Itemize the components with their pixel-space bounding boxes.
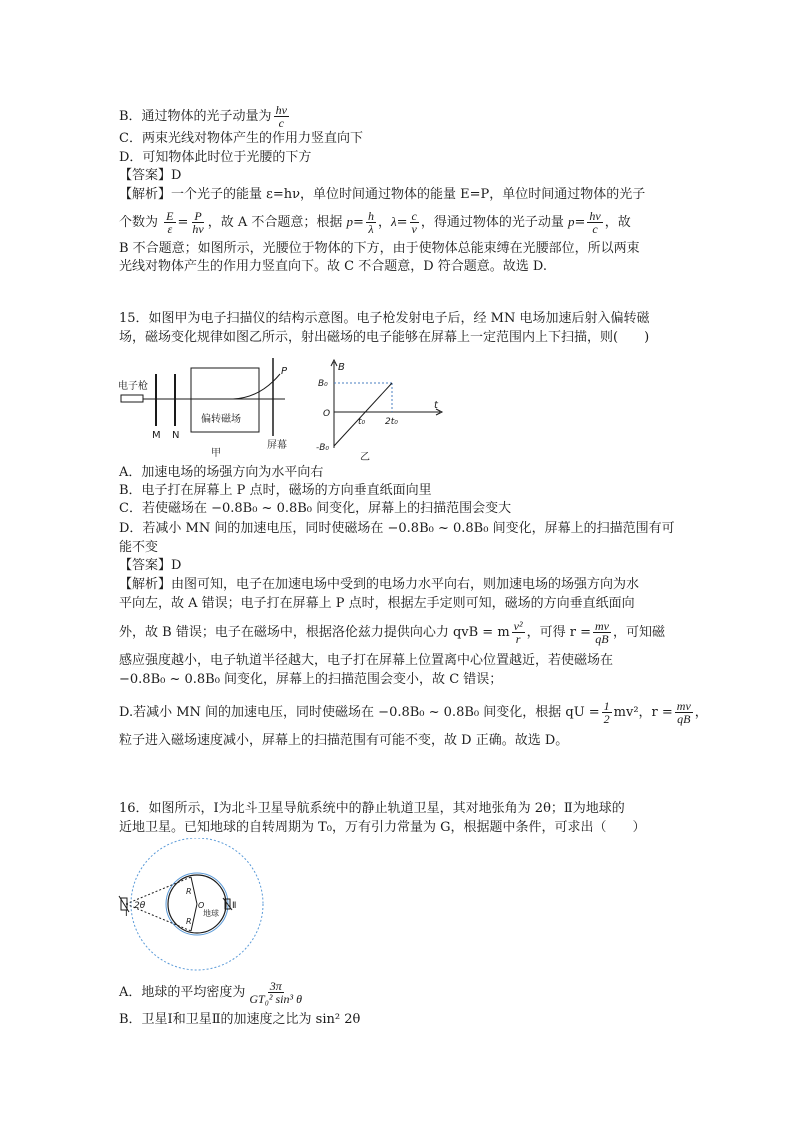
svg-text:2θ: 2θ (134, 901, 146, 911)
fraction: $\frac{h\nu}{c}$ (275, 103, 287, 130)
q15-stem-2: 场，磁场变化规律如图乙所示，射出磁场的电子能够在屏幕上一定范围内上下扫描，则( ) (119, 330, 650, 345)
svg-text:乙: 乙 (360, 452, 370, 463)
q15-answer: 【答案】D (119, 558, 182, 573)
svg-text:地球: 地球 (203, 909, 219, 918)
svg-text:t₀: t₀ (358, 417, 366, 427)
q15-analysis-1: 【解析】由图可知，电子在加速电场中受到的电场力水平向右，则加速电场的场强方向为水 (119, 577, 640, 592)
svg-text:偏转磁场: 偏转磁场 (201, 414, 241, 425)
svg-text:Ⅱ: Ⅱ (232, 901, 237, 911)
figure-b-t-graph (312, 358, 452, 463)
q14-option-d: D．可知物体此时位于光腰的下方 (119, 150, 312, 165)
q14-analysis-4: 光线对物体产生的作用力竖直向下。故 C 不合题意，D 符合题意。故选 D. (119, 259, 547, 274)
electron-gun (121, 395, 143, 402)
svg-text:R: R (186, 917, 192, 926)
q15-option-d-2: 能不变 (119, 540, 159, 555)
svg-text:2t₀: 2t₀ (385, 417, 398, 427)
q14-analysis-3: B 不合题意；如图所示，光腰位于物体的下方，由于使物体总能束缚在光腰部位，所以两束 (119, 241, 640, 256)
svg-text:R: R (186, 887, 192, 896)
svg-text:M: M (152, 430, 161, 441)
q15-option-b: B．电子打在屏幕上 P 点时，磁场的方向垂直纸面向里 (119, 483, 432, 498)
svg-text:-B₀: -B₀ (316, 443, 330, 453)
q15-option-a: A．加速电场的场强方向为水平向右 (119, 465, 324, 480)
svg-text:N: N (172, 430, 180, 441)
q14-analysis-2: 个数为 $\frac{E}{\varepsilon}$ = $\frac{P}{h\nu}$ ，故 A 不合题意；根据 p= $\frac{h}{\lambda}$ ，λ= $\frac{c}{\nu}$ ，得通过物体的光子动量 p= $\frac{h\nu}{c}$ ，故 (119, 209, 631, 236)
svg-text:B: B (338, 362, 345, 373)
svg-text:P: P (281, 366, 288, 377)
svg-text:甲: 甲 (211, 448, 221, 459)
svg-text:屏幕: 屏幕 (267, 440, 287, 451)
q15-analysis-2: 平向左，故 A 错误；电子打在屏幕上 P 点时，根据左手定则可知，磁场的方向垂直纸面向 (119, 596, 635, 611)
svg-text:t: t (434, 400, 438, 411)
label-electron-gun: 电子枪 (118, 381, 148, 392)
q15-analysis-5: −0.8B₀ ~ 0.8B₀ 间变化，屏幕上的扫描范围会变小，故 C 错误； (119, 672, 503, 687)
q14-option-c: C．两束光线对物体产生的作用力竖直向下 (119, 131, 363, 146)
q15-analysis-4: 感应强度越小，电子轨道半径越大，电子打在屏幕上位置离中心位置越近，若使磁场在 (119, 653, 614, 668)
svg-text:O: O (323, 409, 331, 419)
figure-satellites (112, 838, 272, 973)
q16-option-b: B．卫星Ⅰ和卫星Ⅱ的加速度之比为 sin² 2θ (119, 1012, 361, 1027)
svg-text:O: O (198, 901, 205, 910)
svg-text:Ⅰ: Ⅰ (125, 909, 128, 919)
q14-analysis-1: 【解析】一个光子的能量 ε=hν，单位时间通过物体的能量 E=P，单位时间通过物体的光子 (119, 187, 646, 202)
q16-stem-1: 16．如图所示，Ⅰ为北斗卫星导航系统中的静止轨道卫星，其对地张角为 2θ；Ⅱ为地球的 (119, 801, 625, 816)
q16-stem-2: 近地卫星。已知地球的自转周期为 T₀，万有引力常量为 G，根据题中条件，可求出（ ） (119, 820, 646, 835)
q15-analysis-7: 粒子进入磁场速度减小，屏幕上的扫描范围有可能不变，故 D 正确。故选 D。 (119, 733, 569, 748)
q15-analysis-3: 外，故 B 错误；电子在磁场中，根据洛伦兹力提供向心力 qvB = m $\frac{\text{v²}}{r}$ ，可得 r = $\frac{mv}{qB}$ ，可知磁 (119, 619, 665, 646)
q15-analysis-6: D.若减小 MN 间的加速电压，同时使磁场在 −0.8B₀ ~ 0.8B₀ 间变化，根据 qU = $\frac{1}{2}$ mv²，r = $\frac{mv}{qB}$ ， (119, 699, 708, 726)
q14-option-b: B．通过物体的光子动量为 $\frac{h\nu}{c}$ (119, 103, 287, 130)
q14-answer: 【答案】D (119, 168, 182, 183)
q16-option-a: A．地球的平均密度为 $\frac{3\pi}{\text{GT₀² sin³ θ}}$ (119, 979, 302, 1006)
q15-option-d-1: D．若减小 MN 间的加速电压，同时使磁场在 −0.8B₀ ~ 0.8B₀ 间变化，屏幕上的扫描范围有可 (119, 521, 675, 536)
svg-text:B₀: B₀ (318, 379, 328, 389)
b-line (334, 383, 392, 446)
q15-stem-1: 15．如图甲为电子扫描仪的结构示意图。电子枪发射电子后，经 MN 电场加速后射入偏转磁 (119, 311, 650, 326)
q15-option-c: C．若使磁场在 −0.8B₀ ~ 0.8B₀ 间变化，屏幕上的扫描范围会变大 (119, 501, 512, 516)
figure-scanner (115, 352, 305, 462)
